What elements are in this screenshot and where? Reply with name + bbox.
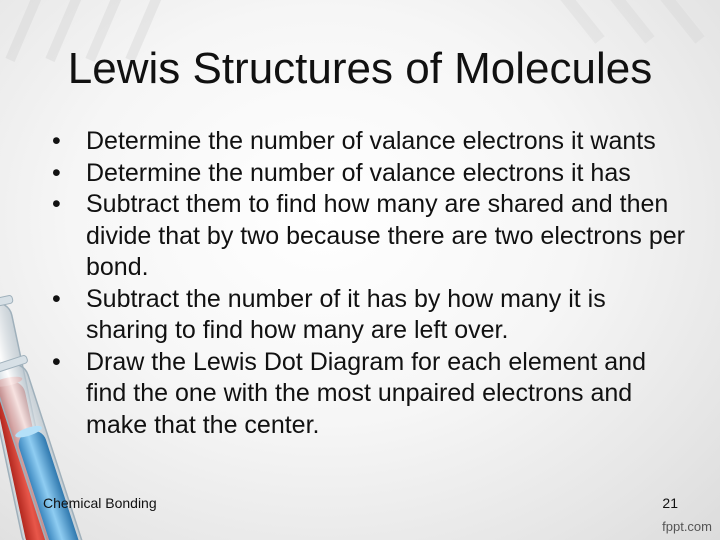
bullet-marker: • (52, 347, 61, 376)
bullet-marker: • (52, 190, 61, 218)
bullet-item (48, 284, 688, 347)
bullet-text: Subtract the number of it has by how many it is sharing to find how many are left over. (86, 284, 606, 344)
bullet-text: Determine the number of valance electrons it wants (86, 127, 656, 155)
bullet-marker: • (52, 127, 61, 155)
bullet-item (48, 158, 688, 190)
bullet-text: Subtract them to find how many are shared and then divide that by two because there are two electrons per bond. (86, 190, 685, 281)
brand-watermark: fppt.com (662, 519, 712, 534)
bullet-item (48, 347, 688, 442)
bullet-marker: • (52, 158, 61, 187)
bullet-item (48, 126, 688, 158)
bullet-item (48, 189, 688, 284)
bullet-marker: • (52, 284, 61, 313)
footer-topic: Chemical Bonding (43, 495, 157, 511)
slide-title: Lewis Structures of Molecules (67, 44, 653, 93)
bullet-text: Draw the Lewis Dot Diagram for each element and find the one with the most unpaired electrons and make that the center. (86, 347, 646, 439)
bullet-list (48, 126, 688, 441)
bullet-text: Determine the number of valance electrons it has (86, 158, 631, 187)
page-number: 21 (662, 495, 678, 511)
